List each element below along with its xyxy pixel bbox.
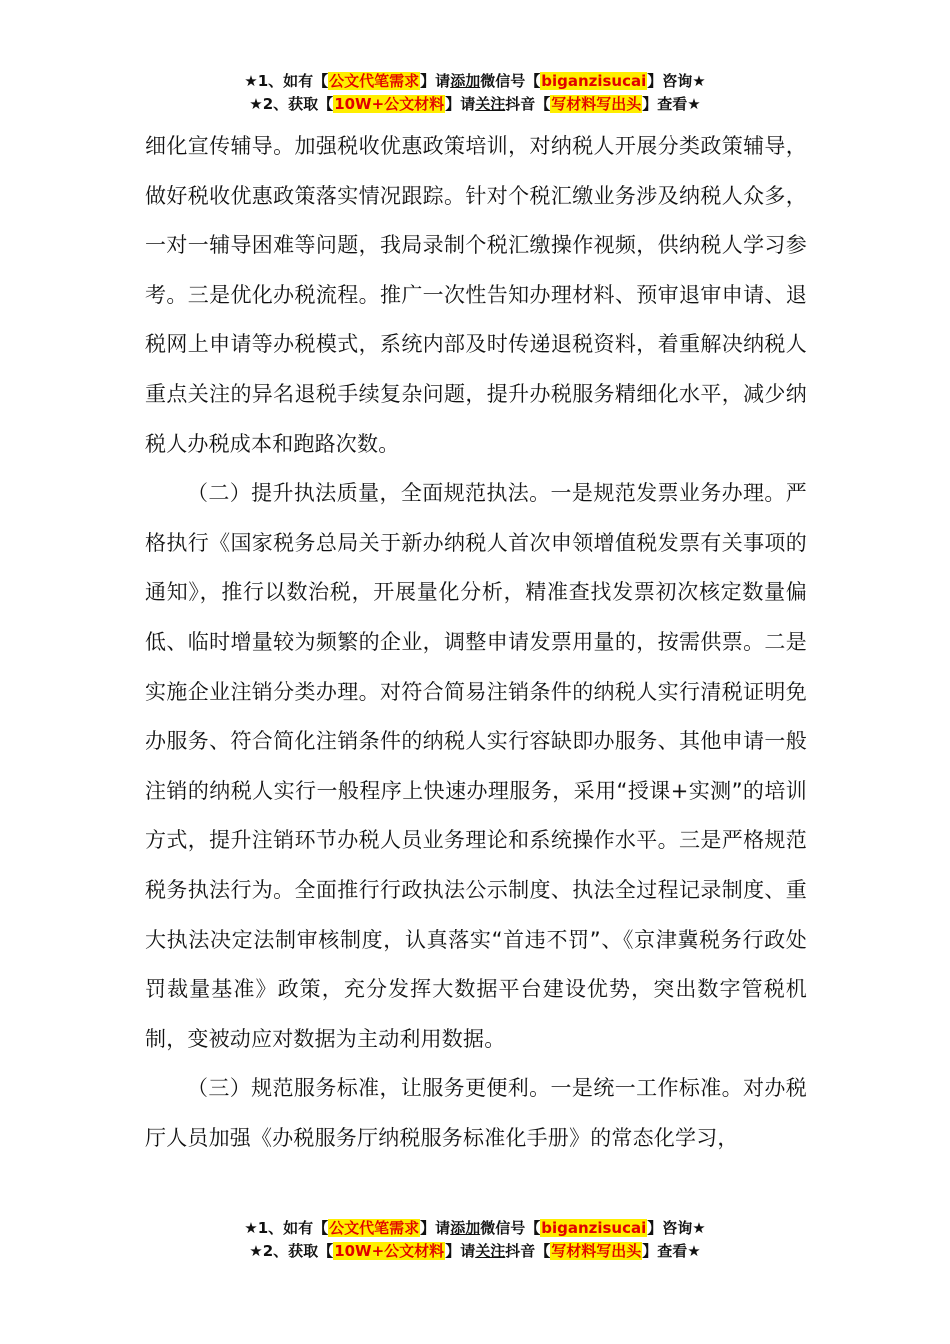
- banner-text: ★1、如有【: [244, 72, 329, 90]
- banner-highlight: 写材料写出头: [551, 95, 642, 113]
- banner-underline: 添加: [450, 72, 481, 90]
- banner-highlight: biganzisucai: [541, 1219, 647, 1237]
- banner-text: 】请: [420, 72, 451, 90]
- banner-highlight: 写材料写出头: [551, 1242, 642, 1260]
- banner-underline: 添加: [450, 1219, 481, 1237]
- banner-text: 】请: [445, 95, 476, 113]
- banner-text: ★1、如有【: [244, 1219, 329, 1237]
- banner-line-2: [0, 1240, 950, 1263]
- banner-text: 】请: [420, 1219, 451, 1237]
- banner-text: 】查看★: [642, 1242, 701, 1260]
- banner-highlight: biganzisucai: [541, 72, 647, 90]
- banner-text: 微信号【: [480, 72, 541, 90]
- banner-highlight: 公文代笔需求: [329, 72, 420, 90]
- paragraph-1: 细化宣传辅导。加强税收优惠政策培训，对纳税人开展分类政策辅导，做好税收优惠政策落实情况跟踪。针对个税汇缴业务涉及纳税人众多，一对一辅导困难等问题，我局录制个税汇缴操作视频，供纳税人学习参考。三是优化办税流程。推广一次性告知办理材料、预审退审申请、退税网上申请等办税模式，系统内部及时传递退税资料，着重解决纳税人重点关注的异名退税手续复杂问题，提升办税服务精细化水平，减少纳税人办税成本和跑路次数。: [145, 134, 807, 456]
- banner-highlight: 10W+公文材料: [334, 95, 445, 113]
- banner-text: 抖音【: [505, 1242, 551, 1260]
- footer-banner: [0, 1217, 950, 1263]
- banner-underline: 关注: [475, 1242, 506, 1260]
- header-banner: [0, 70, 950, 116]
- banner-underline: 关注: [475, 95, 506, 113]
- paragraph-3: （三）规范服务标准，让服务更便利。一是统一工作标准。对办税厅人员加强《办税服务厅纳税服务标准化手册》的常态化学习，: [145, 1076, 807, 1150]
- document-body: [145, 122, 807, 1163]
- banner-text: 】请: [445, 1242, 476, 1260]
- banner-text: 微信号【: [480, 1219, 541, 1237]
- banner-text: ★2、获取【: [249, 1242, 334, 1260]
- banner-text: 】查看★: [642, 95, 701, 113]
- paragraph-2: （二）提升执法质量，全面规范执法。一是规范发票业务办理。严格执行《国家税务总局关于新办纳税人首次申领增值税发票有关事项的通知》，推行以数治税，开展量化分析，精准查找发票初次核定数量偏低、临时增量较为频繁的企业，调整申请发票用量的，按需供票。二是实施企业注销分类办理。对符合简易注销条件的纳税人实行清税证明免办服务、符合简化注销条件的纳税人实行容缺即办服务、其他申请一般注销的纳税人实行一般程序上快速办理服务，采用“授课+实测”的培训方式，提升注销环节办税人员业务理论和系统操作水平。三是严格规范税务执法行为。全面推行行政执法公示制度、执法全过程记录制度、重大执法决定法制审核制度，认真落实“首违不罚”、《京津冀税务行政处罚裁量基准》政策，充分发挥大数据平台建设优势，突出数字管税机制，变被动应对数据为主动利用数据。: [145, 481, 807, 1051]
- banner-line-1: [0, 1217, 950, 1240]
- banner-text: 】咨询★: [647, 1219, 706, 1237]
- banner-line-1: [0, 70, 950, 93]
- banner-line-2: [0, 93, 950, 116]
- banner-text: ★2、获取【: [249, 95, 334, 113]
- banner-text: 】咨询★: [647, 72, 706, 90]
- banner-highlight: 10W+公文材料: [334, 1242, 445, 1260]
- banner-text: 抖音【: [505, 95, 551, 113]
- banner-highlight: 公文代笔需求: [329, 1219, 420, 1237]
